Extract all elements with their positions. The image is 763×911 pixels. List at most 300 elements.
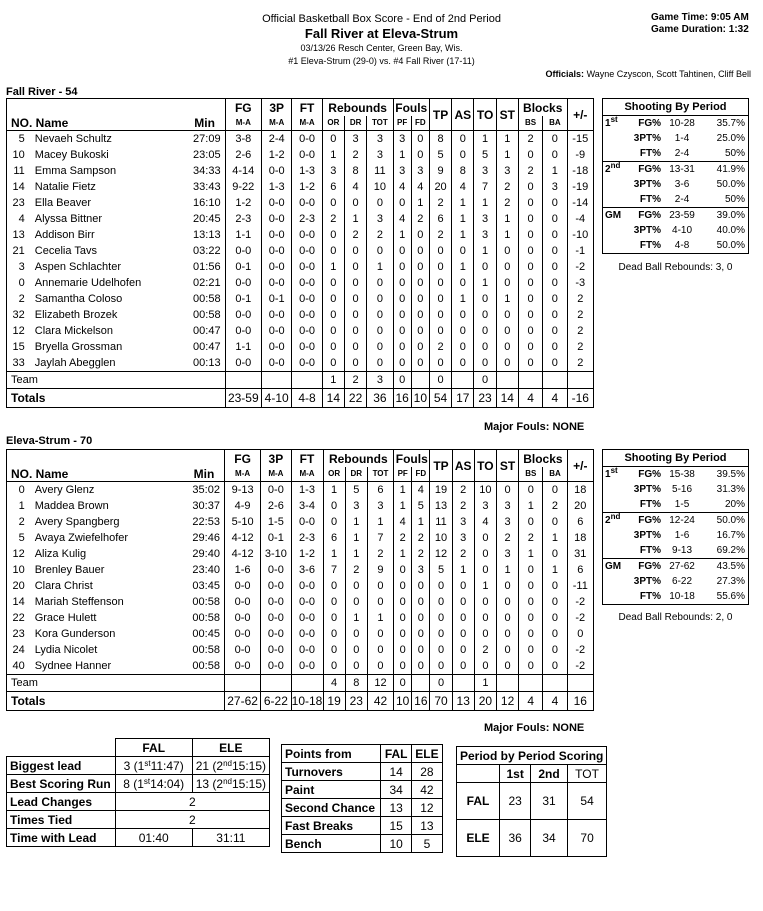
stat-dr: 0 (344, 307, 366, 323)
stat-ba: 0 (543, 642, 567, 658)
total-p3: 4-10 (262, 389, 292, 408)
points-from-col-0: Points from (282, 745, 381, 763)
period-team: FAL (457, 783, 500, 820)
stat-as: 8 (452, 163, 474, 179)
player-min: 00:45 (192, 628, 220, 640)
player-min: 00:58 (192, 596, 220, 608)
stat-to: 0 (474, 594, 496, 610)
stat-fd: 3 (411, 163, 429, 179)
player-row (7, 594, 594, 610)
stat-tp: 0 (429, 243, 451, 259)
player-name: Clara Mickelson (34, 325, 114, 337)
stat-tp: 20 (429, 179, 451, 195)
stat-pf: 4 (394, 514, 412, 530)
stat-bs: 0 (518, 355, 542, 372)
shooting-made-att: 10-28 (669, 118, 695, 129)
stat-ft: 3-6 (291, 562, 323, 578)
player-number: 15 (12, 341, 25, 353)
col-ft: FT (291, 450, 323, 468)
major-fouls-eleva-strum: Major Fouls: NONE (484, 722, 585, 734)
shooting-period (603, 497, 628, 513)
stat-tot: 2 (367, 546, 393, 562)
stat-to: 1 (474, 131, 496, 148)
box-score-fall-river (6, 98, 594, 408)
stat-dr: 0 (344, 355, 366, 372)
total-ft: 4-8 (292, 389, 322, 408)
stat-fg: 4-14 (225, 163, 261, 179)
player-min: 29:40 (192, 548, 220, 560)
shooting-label: FT% (639, 545, 661, 556)
team-stat (452, 372, 474, 389)
stat-tot: 11 (367, 163, 393, 179)
shooting-label: FG% (638, 118, 661, 129)
shooting-label: FG% (627, 208, 663, 224)
stat-p3: 1-3 (262, 179, 292, 195)
sub-col-0: M-A (224, 467, 260, 482)
stat-bs: 0 (518, 195, 542, 211)
stat-dr: 1 (344, 211, 366, 227)
stat-pf: 0 (393, 307, 411, 323)
stat-or: 1 (323, 546, 345, 562)
stat-st: 0 (496, 658, 518, 675)
stat-to: 0 (474, 259, 496, 275)
stat-fd: 2 (412, 546, 430, 562)
stat-bs: 2 (518, 163, 542, 179)
points-from-col-1: FAL (381, 745, 411, 763)
player-row (7, 514, 594, 530)
stat-p3: 0-0 (261, 626, 291, 642)
col-3p: 3P (262, 99, 292, 117)
shooting-label: 3PT% (633, 530, 661, 541)
player-min: 00:47 (193, 325, 221, 337)
sub-col-3: OR (322, 116, 344, 131)
shooting-title: Shooting By Period (603, 99, 749, 116)
stat-ft: 0-0 (292, 275, 322, 291)
player-name: Grace Hulett (34, 612, 97, 624)
points-from-label: Paint (282, 781, 381, 799)
stat-bs: 1 (519, 546, 543, 562)
stat-to: 3 (474, 163, 496, 179)
player-name: Natalie Fietz (34, 181, 96, 193)
stat-pf: 0 (394, 578, 412, 594)
seeds-line: #1 Eleva-Strum (29-0) vs. #4 Fall River (17-11) (288, 56, 475, 66)
stat-p3: 1-2 (262, 147, 292, 163)
shooting-by-period-eleva-strum (602, 449, 749, 605)
col-rebounds: Rebounds (322, 99, 393, 117)
team-stat: 8 (345, 675, 367, 692)
stat-p3: 0-0 (262, 275, 292, 291)
stat-ft: 0-0 (292, 147, 322, 163)
stat-ba: 0 (543, 275, 567, 291)
shooting-pct: 39.0% (701, 208, 748, 224)
stat-bs: 0 (518, 227, 542, 243)
player-name: Addison Birr (34, 229, 95, 241)
player-number: 20 (12, 580, 25, 592)
team-stat: 2 (344, 372, 366, 389)
stat-ba: 0 (543, 626, 567, 642)
shooting-row (603, 116, 749, 132)
player-number: 0 (18, 277, 25, 289)
best-run-label: Best Scoring Run (7, 775, 116, 793)
stat-p3: 0-0 (261, 482, 291, 499)
player-name: Avaya Zwiefelhofer (34, 532, 129, 544)
sub-col-5: TOT (367, 467, 393, 482)
stat-pf: 0 (393, 195, 411, 211)
stat-pf: 0 (393, 259, 411, 275)
points-from-row (282, 763, 443, 781)
stat-tot: 0 (367, 275, 393, 291)
player-row (7, 626, 594, 642)
stat-ba: 0 (543, 323, 567, 339)
player-name: Elizabeth Brozek (34, 309, 118, 321)
stat-pm: 18 (567, 482, 593, 499)
player-row (7, 275, 594, 291)
stat-fd: 1 (412, 514, 430, 530)
team-stat: 3 (367, 372, 393, 389)
stat-tot: 3 (367, 131, 393, 148)
stat-or: 0 (322, 307, 344, 323)
stat-ft: 0-0 (291, 658, 323, 675)
total-pf: 16 (393, 389, 411, 408)
stat-ft: 0-0 (292, 131, 322, 148)
period-total-score: 54 (567, 783, 607, 820)
period-col-1: 2nd (531, 765, 567, 783)
stat-fd: 4 (411, 179, 429, 195)
points-from-fal: 34 (381, 781, 411, 799)
stat-as: 0 (452, 243, 474, 259)
game-duration: Game Duration: 1:32 (651, 24, 749, 35)
stat-pf: 0 (394, 610, 412, 626)
col-bs: BS (518, 116, 542, 131)
team-heading-eleva-strum: Eleva-Strum - 70 (6, 435, 93, 447)
stat-bs: 0 (519, 610, 543, 626)
player-row (7, 658, 594, 675)
stat-dr: 0 (344, 339, 366, 355)
player-number: 4 (18, 213, 25, 225)
player-name: Maddea Brown (34, 500, 109, 512)
shooting-period (603, 238, 628, 254)
stat-as: 1 (452, 227, 474, 243)
stat-fd: 0 (412, 626, 430, 642)
player-row (7, 578, 594, 594)
stat-fd: 0 (411, 147, 429, 163)
shooting-row (603, 223, 749, 238)
biggest-lead-ele: 21 (2nd15:15) (192, 757, 269, 775)
stat-ba: 0 (543, 546, 567, 562)
stat-to: 0 (474, 339, 496, 355)
stat-tp: 2 (429, 227, 451, 243)
shooting-row (603, 574, 749, 589)
shooting-made-att: 2-4 (674, 194, 690, 205)
stat-to: 0 (474, 323, 496, 339)
player-number: 2 (18, 516, 25, 528)
stat-ba: 0 (543, 291, 567, 307)
stat-pm: 0 (567, 626, 593, 642)
stat-as: 0 (452, 578, 474, 594)
best-run-row (7, 775, 270, 793)
total-st: 12 (496, 692, 518, 711)
stat-pm: -2 (567, 642, 593, 658)
stat-tot: 7 (367, 530, 393, 546)
player-min: 00:13 (193, 357, 221, 369)
stat-dr: 3 (344, 131, 366, 148)
stat-to: 10 (474, 482, 496, 499)
stat-pm: 6 (567, 514, 593, 530)
total-dr: 22 (344, 389, 366, 408)
best-run-fal: 8 (1st14:04) (115, 775, 192, 793)
shooting-period (603, 192, 628, 208)
stat-tp: 0 (429, 307, 451, 323)
stat-st: 2 (496, 530, 518, 546)
player-row (7, 259, 594, 275)
shooting-made-att: 13-31 (663, 162, 701, 178)
stat-as: 0 (452, 610, 474, 626)
stat-dr: 8 (344, 163, 366, 179)
stat-pf: 1 (393, 147, 411, 163)
stat-st: 0 (496, 594, 518, 610)
points-from-label: Second Chance (282, 799, 381, 817)
col-plus-minus: +/- (567, 450, 593, 482)
stat-dr: 0 (344, 323, 366, 339)
stat-ba: 1 (543, 163, 567, 179)
shooting-row (603, 467, 749, 483)
stat-tp: 19 (430, 482, 452, 499)
player-min: 29:46 (192, 532, 220, 544)
stat-as: 1 (452, 195, 474, 211)
shooting-period (603, 528, 628, 543)
shooting-period (603, 589, 628, 605)
stat-ft: 1-3 (291, 482, 323, 499)
total-fd: 10 (411, 389, 429, 408)
stat-or: 0 (323, 626, 345, 642)
stat-st: 3 (496, 514, 518, 530)
stat-to: 0 (474, 307, 496, 323)
stat-tp: 9 (429, 163, 451, 179)
col-st: ST (496, 99, 518, 131)
player-name: Macey Bukoski (34, 149, 109, 161)
player-min: 00:58 (192, 612, 220, 624)
col-min: Min (194, 116, 215, 130)
shooting-label: 3PT% (633, 484, 661, 495)
date-venue: 03/13/26 Resch Center, Green Bay, Wis. (300, 43, 463, 53)
stat-st: 3 (496, 546, 518, 562)
stat-p3: 0-0 (262, 339, 292, 355)
player-row (7, 131, 594, 148)
stat-ft: 0-0 (292, 227, 322, 243)
player-min: 03:22 (193, 245, 221, 257)
stat-as: 2 (452, 498, 474, 514)
shooting-title: Shooting By Period (603, 450, 749, 467)
shooting-pct: 50% (724, 194, 745, 205)
lead-changes-label: Lead Changes (7, 793, 116, 811)
player-min: 03:45 (192, 580, 220, 592)
stat-bs: 0 (518, 323, 542, 339)
total-ba: 4 (543, 389, 567, 408)
stat-pm: -18 (567, 163, 594, 179)
player-row (7, 147, 594, 163)
col-no-name: NO. Name (11, 116, 69, 130)
shooting-period (603, 131, 628, 146)
sub-col-5: TOT (367, 116, 393, 131)
total-st: 14 (496, 389, 518, 408)
player-row (7, 610, 594, 626)
period-total-score: 70 (567, 820, 607, 857)
stat-fg: 0-0 (225, 307, 261, 323)
stat-st: 0 (496, 339, 518, 355)
times-tied-value: 2 (115, 811, 269, 829)
team-heading-fall-river: Fall River - 54 (6, 86, 78, 98)
stat-pf: 1 (393, 227, 411, 243)
player-number: 21 (12, 245, 25, 257)
team-stat: 1 (322, 372, 344, 389)
player-min: 20:45 (193, 213, 221, 225)
shooting-pct: 69.2% (716, 545, 745, 556)
stat-bs: 0 (518, 291, 542, 307)
stat-dr: 0 (345, 578, 367, 594)
stat-tot: 0 (367, 594, 393, 610)
stat-fg: 0-0 (225, 243, 261, 259)
lead-summary-table (6, 738, 270, 847)
stat-or: 1 (322, 259, 344, 275)
stat-or: 0 (323, 578, 345, 594)
points-from-row (282, 817, 443, 835)
points-from-ele: 5 (411, 835, 442, 853)
stat-as: 0 (452, 626, 474, 642)
shooting-by-period-fall-river (602, 98, 749, 254)
totals-row (7, 389, 594, 408)
team-stat: 12 (367, 675, 393, 692)
period-1-score: 23 (500, 783, 531, 820)
total-or: 19 (323, 692, 345, 711)
stat-as: 2 (452, 546, 474, 562)
stat-st: 0 (496, 275, 518, 291)
game-time: Game Time: 9:05 AM (651, 12, 749, 23)
player-number: 24 (12, 644, 25, 656)
times-tied-row (7, 811, 270, 829)
stat-ba: 0 (543, 594, 567, 610)
stat-tot: 0 (367, 323, 393, 339)
stat-fd: 1 (411, 195, 429, 211)
shooting-pct: 20% (724, 499, 745, 510)
stat-p3: 0-0 (262, 307, 292, 323)
stat-dr: 5 (345, 482, 367, 499)
stat-tp: 0 (430, 642, 452, 658)
stat-ft: 0-0 (292, 307, 322, 323)
stat-fg: 0-0 (224, 594, 260, 610)
team-stat (567, 675, 593, 692)
stat-st: 3 (496, 498, 518, 514)
player-number: 23 (12, 628, 25, 640)
stat-as: 0 (452, 355, 474, 372)
officials-label: Officials: (545, 69, 585, 79)
shooting-period: 2nd (603, 513, 628, 529)
stat-tp: 12 (430, 546, 452, 562)
stat-pm: 2 (567, 355, 594, 372)
sub-col-0: M-A (225, 116, 261, 131)
points-from-row (282, 781, 443, 799)
stat-dr: 0 (344, 243, 366, 259)
stat-tot: 1 (367, 514, 393, 530)
stat-fg: 4-12 (224, 530, 260, 546)
player-number: 12 (12, 325, 25, 337)
shooting-pct: 55.6% (716, 591, 745, 602)
stat-ft: 0-0 (292, 339, 322, 355)
stat-tot: 2 (367, 227, 393, 243)
stat-ft: 0-0 (291, 578, 323, 594)
sub-col-1: M-A (261, 467, 291, 482)
stat-ft: 0-0 (291, 626, 323, 642)
team-stat (411, 372, 429, 389)
stat-pf: 0 (393, 275, 411, 291)
stat-bs: 0 (519, 594, 543, 610)
player-number: 14 (12, 181, 25, 193)
player-min: 33:43 (193, 181, 221, 193)
stat-dr: 0 (345, 642, 367, 658)
total-pm: 16 (567, 692, 593, 711)
stat-p3: 0-0 (261, 610, 291, 626)
shooting-label: 3PT% (633, 225, 661, 236)
dead-ball-eleva-strum: Dead Ball Rebounds: 2, 0 (618, 612, 733, 623)
player-row (7, 482, 594, 499)
player-number: 2 (18, 293, 25, 305)
total-tot: 36 (367, 389, 393, 408)
stat-to: 3 (474, 498, 496, 514)
stat-or: 0 (323, 610, 345, 626)
total-tot: 42 (367, 692, 393, 711)
stat-p3: 0-0 (262, 243, 292, 259)
lead-col-ele: ELE (192, 739, 269, 757)
stat-tp: 8 (429, 131, 451, 148)
player-number: 22 (12, 612, 25, 624)
sub-col-2: M-A (291, 467, 323, 482)
player-name: Ella Beaver (34, 197, 92, 209)
shooting-period (603, 574, 628, 589)
team-stat: 0 (429, 372, 451, 389)
biggest-lead-fal: 3 (1st11:47) (115, 757, 192, 775)
stat-or: 0 (322, 131, 344, 148)
player-min: 02:21 (193, 277, 221, 289)
stat-or: 7 (323, 562, 345, 578)
stat-st: 0 (496, 578, 518, 594)
col-rebounds: Rebounds (323, 450, 394, 468)
stat-fd: 0 (411, 323, 429, 339)
period-scoring-row (457, 820, 607, 857)
lead-changes-row (7, 793, 270, 811)
stat-fd: 0 (411, 275, 429, 291)
shooting-made-att: 2-4 (674, 148, 690, 159)
stat-p3: 3-10 (261, 546, 291, 562)
points-from-fal: 15 (381, 817, 411, 835)
points-from-ele: 13 (411, 817, 442, 835)
stat-bs: 0 (519, 482, 543, 499)
stat-as: 0 (452, 339, 474, 355)
shooting-pct: 41.9% (701, 162, 748, 178)
stat-tp: 0 (430, 610, 452, 626)
stat-to: 0 (474, 291, 496, 307)
player-number: 10 (12, 149, 25, 161)
stat-tp: 11 (430, 514, 452, 530)
stat-tp: 0 (429, 323, 451, 339)
stat-ba: 0 (543, 307, 567, 323)
shooting-pct: 50.0% (701, 513, 748, 529)
col-to: TO (474, 450, 496, 482)
stat-bs: 0 (518, 179, 542, 195)
player-number: 33 (12, 357, 25, 369)
points-from-fal: 14 (381, 763, 411, 781)
player-row (7, 195, 594, 211)
total-bs: 4 (519, 692, 543, 711)
time-with-lead-label: Time with Lead (7, 829, 116, 847)
